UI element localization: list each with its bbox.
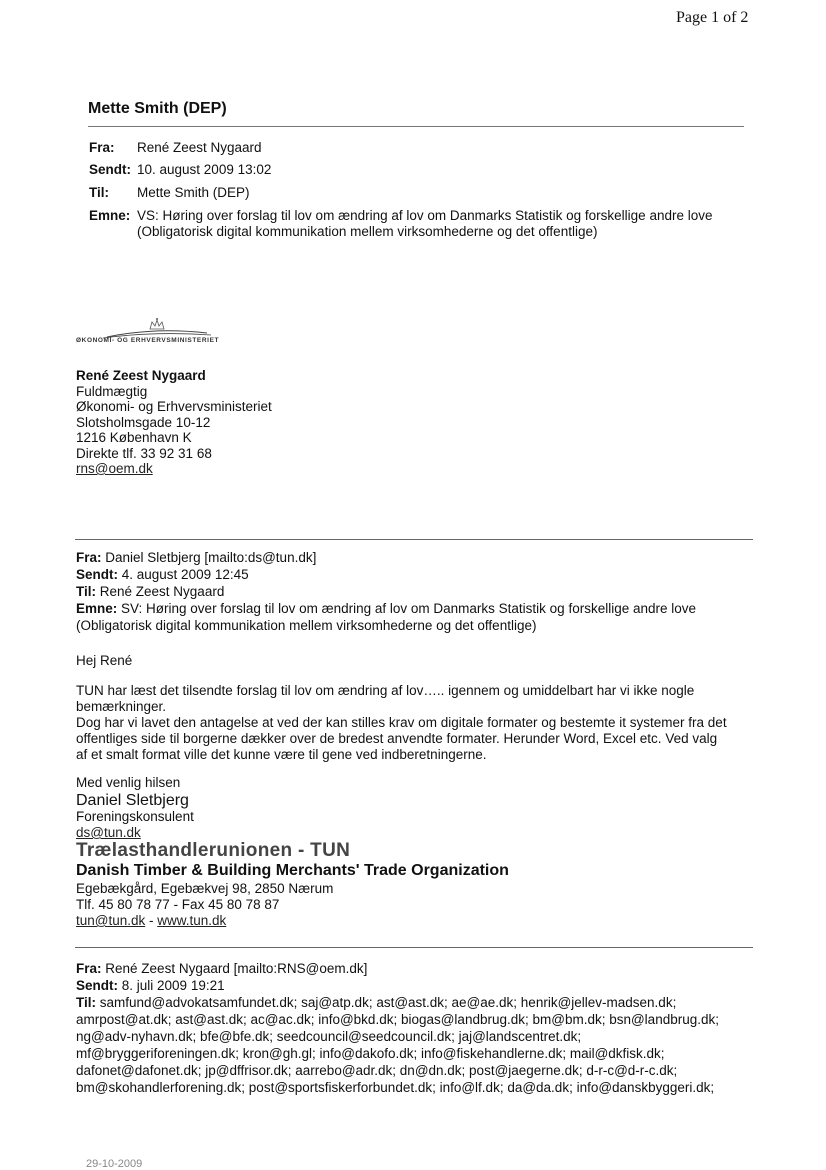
emne-label: Emne: xyxy=(89,208,131,223)
divider xyxy=(75,539,753,540)
org-name-english: Danish Timber & Building Merchants' Trade Organization xyxy=(76,862,509,879)
fwd1-fra-label: Fra: xyxy=(76,550,102,565)
til-value: Mette Smith (DEP) xyxy=(137,185,250,200)
divider xyxy=(75,947,753,948)
fwd2-til-line: dafonet@dafonet.dk; jp@dffrisor.dk; aarrebo@adr.dk; dn@dn.dk; post@jaegerne.dk; d-r-c@d-r-c.dk; xyxy=(76,1063,678,1078)
org-link-separator: - xyxy=(145,913,158,928)
fwd2-sendt-value: 8. juli 2009 19:21 xyxy=(121,978,225,993)
sendt-value: 10. august 2009 13:02 xyxy=(137,162,272,177)
signature-phone: Direkte tlf. 33 92 31 68 xyxy=(76,445,212,461)
fwd1-emne-label: Emne: xyxy=(76,601,118,616)
org-name: Trælasthandlerunionen - TUN xyxy=(76,840,351,861)
paragraph-1 xyxy=(76,683,756,763)
fwd2-til-line: ng@adv-nyhavn.dk; bfe@bfe.dk; seedcouncil@seedcouncil.dk; jaj@landscentret.dk; xyxy=(76,1029,582,1044)
paragraph-1-line-1: TUN har læst det tilsendte forslag til lov om ændring af lov….. igennem og umiddelbart har vi ikke nogle xyxy=(76,683,695,698)
signature-street: Slotsholmsgade 10-12 xyxy=(76,414,211,430)
fwd2-til-line: amrpost@at.dk; ast@ast.dk; ac@ac.dk; info@bkd.dk; biogas@landbrug.dk; bm@bm.dk; bsn@landbrug.dk; xyxy=(76,1012,719,1027)
forward2-header xyxy=(76,960,766,1096)
fwd2-fra-label: Fra: xyxy=(76,961,102,976)
signature-org: Økonomi- og Erhvervsministeriet xyxy=(76,399,272,414)
fwd1-til-value: René Zeest Nygaard xyxy=(99,584,225,599)
closing: Med venlig hilsen xyxy=(76,775,181,790)
fwd2-til-line: bm@skohandlerforening.dk; post@sportsfiskerforbundet.dk; info@lf.dk; da@da.dk; info@danskbyggeri.dk; xyxy=(76,1080,715,1095)
fwd2-til-label: Til: xyxy=(76,995,96,1010)
fwd1-sendt-label: Sendt: xyxy=(76,567,118,582)
fwd2-fra-value: René Zeest Nygaard [mailto:RNS@oem.dk] xyxy=(105,961,368,976)
fwd1-emne-line-2: (Obligatorisk digital kommunikation mellem virksomhederne og det offentlige) xyxy=(76,618,537,633)
fwd2-til-line: samfund@advokatsamfundet.dk; saj@atp.dk; ast@ast.dk; ae@ae.dk; henrik@jellev-madsen.dk; xyxy=(99,995,677,1010)
fwd1-emne-line-1: SV: Høring over forslag til lov om ændring af lov om Danmarks Statistik og forskellige andre love xyxy=(121,601,697,616)
fwd1-til-label: Til: xyxy=(76,584,96,599)
sender-email-link[interactable]: ds@tun.dk xyxy=(76,825,141,840)
signature-block xyxy=(76,368,272,477)
fwd2-til-line: mf@bryggeriforeningen.dk; kron@gh.gl; info@dakofo.dk; info@fiskehandlerne.dk; mail@dkfisk.dk; xyxy=(76,1046,665,1061)
sendt-label: Sendt: xyxy=(89,162,131,177)
paragraph-2-line-3: af et smalt format ville det kunne være til gene ved indberetningerne. xyxy=(76,747,487,762)
signature-email-link[interactable]: rns@oem.dk xyxy=(76,461,153,476)
fwd1-fra-value: Daniel Sletbjerg [mailto:ds@tun.dk] xyxy=(105,550,317,565)
footer-date-partial: 29-10-2009 xyxy=(86,1158,143,1170)
emne-line-1: VS: Høring over forslag til lov om ændring af lov om Danmarks Statistik og forskellige andre love xyxy=(137,208,713,223)
signature-name: René Zeest Nygaard xyxy=(76,368,206,383)
fwd1-sendt-value: 4. august 2009 12:45 xyxy=(121,567,249,582)
emne-line-2: (Obligatorisk digital kommunikation mellem virksomhederne og det offentlige) xyxy=(137,224,598,239)
fra-value: René Zeest Nygaard xyxy=(137,140,262,155)
greeting: Hej René xyxy=(76,653,133,668)
signature-city: 1216 København K xyxy=(76,430,192,445)
fwd2-sendt-label: Sendt: xyxy=(76,978,118,993)
page-number: Page 1 of 2 xyxy=(676,9,749,26)
paragraph-2-line-2: offentliges side til borgerne dækker over de bredest anvendte formater. Herunder Word, Excel etc. Ved valg xyxy=(76,731,718,746)
org-address: Egebækgård, Egebækvej 98, 2850 Nærum xyxy=(76,881,334,896)
paragraph-1-line-2: bemærkninger. xyxy=(76,699,167,714)
ministry-crown-icon xyxy=(75,316,255,356)
paragraph-2-line-1: Dog har vi lavet den antagelse at ved der kan stilles krav om digitale formater og bestemte it systemer fra det xyxy=(76,715,727,730)
signature-title: Fuldmægtig xyxy=(76,383,148,399)
divider xyxy=(88,126,744,127)
sender-signature-name: Daniel Sletbjerg xyxy=(76,792,189,809)
org-website-link[interactable]: www.tun.dk xyxy=(157,913,227,928)
mailbox-owner: Mette Smith (DEP) xyxy=(88,100,227,117)
org-email-link[interactable]: tun@tun.dk xyxy=(76,913,146,928)
fra-label: Fra: xyxy=(89,140,115,155)
til-label: Til: xyxy=(89,185,109,200)
sender-signature-title: Foreningskonsulent xyxy=(76,809,194,824)
ministry-logo-text: ØKONOMI- OG ERHVERVSMINISTERIET xyxy=(76,337,220,344)
forward1-header xyxy=(76,549,756,634)
org-phone: Tlf. 45 80 78 77 - Fax 45 80 78 87 xyxy=(76,897,280,912)
